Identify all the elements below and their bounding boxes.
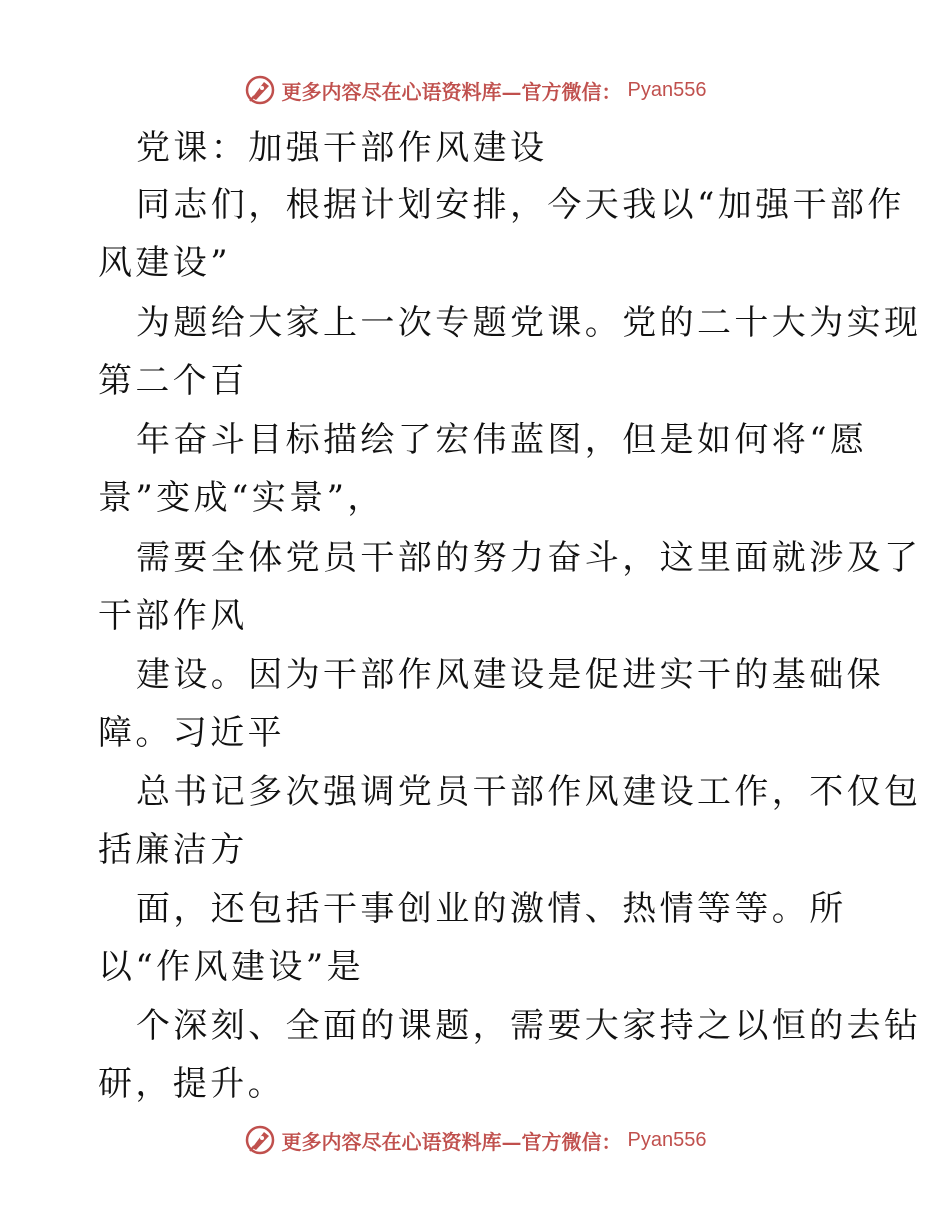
document-title: 党课：加强干部作风建设 — [136, 128, 548, 168]
paragraph-line: 面，还包括干事创业的激情、热情等等。所 — [136, 889, 847, 929]
paragraph-line: 干部作风 — [98, 596, 248, 636]
paragraph-line: 个深刻、全面的课题，需要大家持之以恒的去钻 — [136, 1006, 922, 1046]
paragraph-line: 以“作风建设”是 — [98, 947, 364, 987]
paragraph-line: 障。习近平 — [98, 713, 285, 753]
header-banner-id: Pyan556 — [627, 78, 707, 101]
footer-banner — [0, 1120, 950, 1160]
pen-nib-logo-icon — [244, 74, 276, 106]
paragraph-line: 总书记多次强调党员干部作风建设工作，不仅包 — [136, 772, 922, 812]
paragraph-line: 年奋斗目标描绘了宏伟蓝图，但是如何将“愿 — [136, 420, 868, 460]
paragraph-line: 研，提升。 — [98, 1064, 285, 1104]
paragraph-line: 景”变成“实景”， — [98, 478, 385, 518]
paragraph-line: 需要全体党员干部的努力奋斗，这里面就涉及了 — [136, 538, 922, 578]
paragraph-line: 括廉洁方 — [98, 830, 248, 870]
header-banner-text: 更多内容尽在心语资料库—官方微信： — [281, 79, 622, 104]
header-banner — [0, 70, 950, 110]
paragraph-line: 建设。因为干部作风建设是促进实干的基础保 — [136, 655, 884, 695]
footer-banner-text: 更多内容尽在心语资料库—官方微信： — [281, 1129, 622, 1154]
pen-nib-logo-icon — [244, 1124, 276, 1156]
paragraph-line: 第二个百 — [98, 361, 248, 401]
footer-banner-id: Pyan556 — [627, 1128, 707, 1151]
paragraph-line: 风建设” — [98, 243, 231, 283]
paragraph-line: 为题给大家上一次专题党课。党的二十大为实现 — [136, 303, 922, 343]
paragraph-line: 同志们，根据计划安排，今天我以“加强干部作 — [136, 185, 905, 225]
